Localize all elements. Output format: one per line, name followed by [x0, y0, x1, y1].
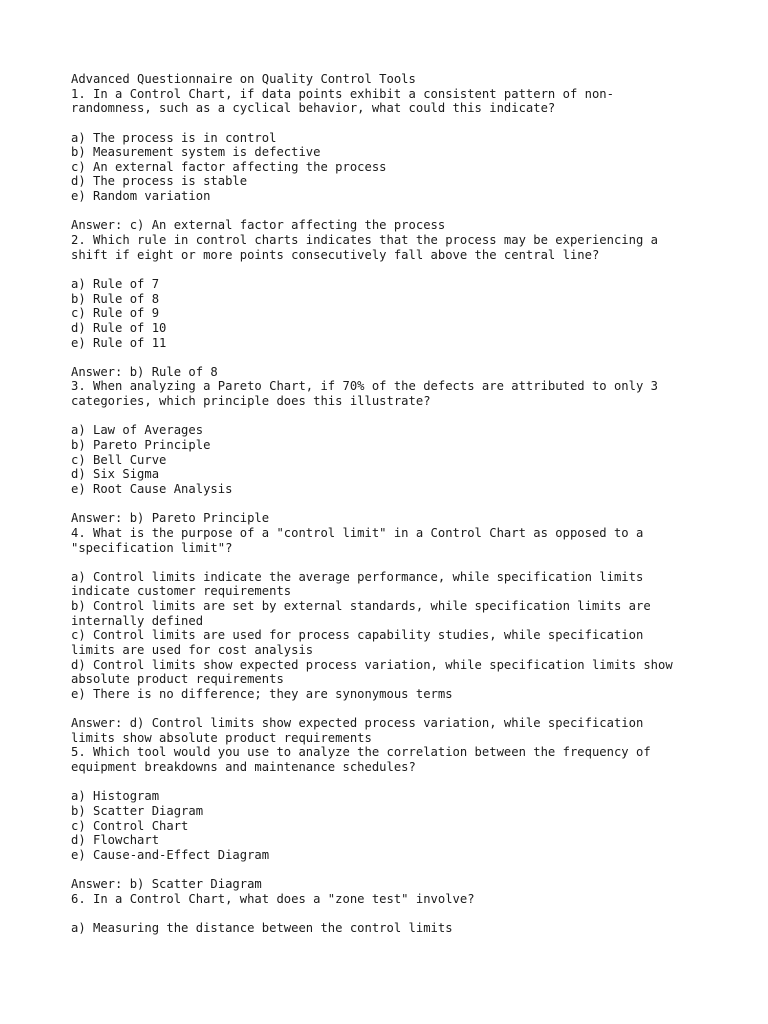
answer-option: e) Rule of 11 [71, 335, 167, 350]
answer-option: a) Measuring the distance between the control limits [71, 921, 453, 936]
blank-line [71, 775, 731, 790]
answer-option: a) Rule of 7 [71, 276, 160, 291]
answer-option: c) An external factor affecting the process [71, 159, 387, 174]
question-text: 1. In a Control Chart, if data points exhibit a consistent pattern of non- [71, 86, 614, 101]
text-line: internally defined [71, 613, 204, 628]
answer-key: Answer: d) Control limits show expected process variation, while specification [71, 716, 644, 731]
blank-line [71, 409, 731, 424]
blank-line [71, 702, 731, 717]
answer-option: c) Rule of 9 [71, 306, 160, 321]
answer-option: b) Pareto Principle [71, 438, 211, 453]
text-line: limits show absolute product requirements [71, 730, 372, 745]
answer-option: b) Rule of 8 [71, 291, 160, 306]
answer-option: a) Law of Averages [71, 423, 204, 438]
answer-key: Answer: b) Scatter Diagram [71, 877, 262, 892]
question-text: 5. Which tool would you use to analyze the correlation between the frequency of [71, 745, 651, 760]
blank-line [71, 350, 731, 365]
answer-option: b) Measurement system is defective [71, 145, 321, 160]
blank-line [71, 863, 731, 878]
text-line: equipment breakdowns and maintenance schedules? [71, 760, 416, 775]
blank-line [71, 262, 731, 277]
answer-option: d) Six Sigma [71, 467, 160, 482]
answer-key: Answer: c) An external factor affecting the process [71, 218, 446, 233]
text-line: categories, which principle does this illustrate? [71, 394, 431, 409]
answer-option: b) Control limits are set by external standards, while specification limits are [71, 599, 651, 614]
answer-option: d) Control limits show expected process variation, while specification limits show [71, 657, 673, 672]
blank-line [71, 204, 731, 219]
answer-option: e) Cause-and-Effect Diagram [71, 847, 270, 862]
answer-option: c) Control Chart [71, 818, 189, 833]
answer-key: Answer: b) Rule of 8 [71, 364, 218, 379]
text-line: indicate customer requirements [71, 584, 292, 599]
blank-line [71, 116, 731, 131]
question-text: 2. Which rule in control charts indicates that the process may be experiencing a [71, 233, 658, 248]
text-line: "specification limit"? [71, 540, 233, 555]
text-line: absolute product requirements [71, 672, 284, 687]
answer-option: e) Root Cause Analysis [71, 481, 233, 496]
answer-option: e) There is no difference; they are synonymous terms [71, 686, 453, 701]
blank-line [71, 497, 731, 512]
document-title: Advanced Questionnaire on Quality Control Tools [71, 72, 416, 86]
answer-option: a) Histogram [71, 789, 160, 804]
question-text: 4. What is the purpose of a "control limit" in a Control Chart as opposed to a [71, 525, 644, 540]
answer-option: c) Control limits are used for process capability studies, while specification [71, 628, 644, 643]
document-page [71, 72, 731, 936]
text-line: randomness, such as a cyclical behavior, what could this indicate? [71, 101, 556, 116]
blank-line [71, 907, 731, 922]
answer-option: e) Random variation [71, 189, 211, 204]
text-line: limits are used for cost analysis [71, 642, 314, 657]
answer-option: d) The process is stable [71, 174, 248, 189]
question-text: 3. When analyzing a Pareto Chart, if 70% of the defects are attributed to only 3 [71, 379, 658, 394]
answer-option: d) Rule of 10 [71, 320, 167, 335]
blank-line [71, 555, 731, 570]
answer-key: Answer: b) Pareto Principle [71, 511, 270, 526]
question-text: 6. In a Control Chart, what does a "zone test" involve? [71, 891, 475, 906]
answer-option: d) Flowchart [71, 833, 160, 848]
answer-option: a) The process is in control [71, 130, 277, 145]
answer-option: b) Scatter Diagram [71, 804, 204, 819]
text-line: shift if eight or more points consecutively fall above the central line? [71, 247, 600, 262]
answer-option: a) Control limits indicate the average performance, while specification limits [71, 569, 644, 584]
answer-option: c) Bell Curve [71, 452, 167, 467]
